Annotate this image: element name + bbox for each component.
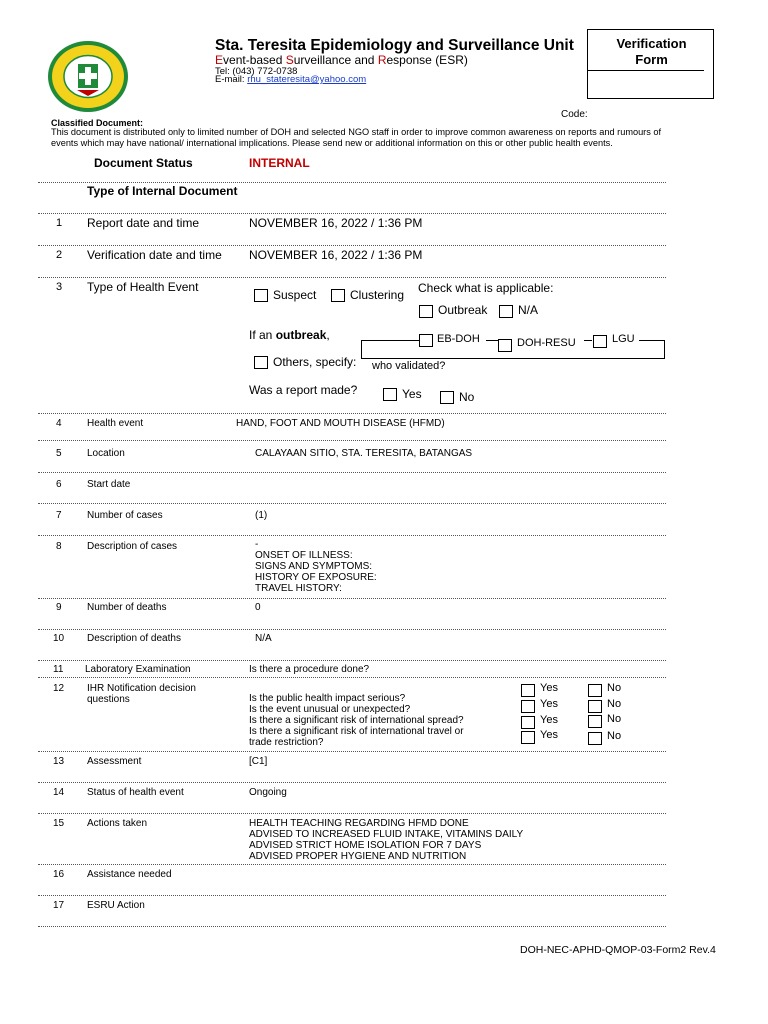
ihr-q3-yes-label: Yes [540,714,558,726]
number-of-deaths-value: 0 [255,602,261,613]
row-6-label: Start date [87,479,131,490]
row-4-number: 4 [56,418,62,429]
row-4-label: Health event [87,418,144,429]
location-value: CALAYAAN SITIO, STA. TERESITA, BATANGAS [255,448,473,459]
row-8-number: 8 [56,541,62,552]
row-2-number: 2 [56,249,63,261]
divider [38,926,666,927]
ihr-q1-no-checkbox[interactable] [588,684,602,697]
ihr-q2-yes-label: Yes [540,698,558,710]
row-15-label: Actions taken [87,818,148,829]
divider [38,782,666,783]
divider [38,440,666,441]
signs-and-symptoms: SIGNS AND SYMPTOMS: [255,561,373,572]
ihr-q3-yes-checkbox[interactable] [521,716,535,729]
others-checkbox[interactable] [254,356,268,369]
row-14-number: 14 [53,787,65,798]
ihr-question-4-line-2: trade restriction? [249,737,324,748]
ihr-q4-no-label: No [607,730,622,742]
if-outbreak-label: If an outbreak, [249,328,330,342]
row-10-label: Description of deaths [87,633,181,644]
row-11-label: Laboratory Examination [85,664,191,675]
divider [38,660,666,661]
action-4: ADVISED PROPER HYGIENE AND NUTRITION [249,851,467,862]
status-health-event-value: Ongoing [249,787,287,798]
divider [38,629,666,630]
divider [38,277,666,278]
ihr-q4-yes-label: Yes [540,729,558,741]
row-9-label: Number of deaths [87,602,167,613]
document-status-value: INTERNAL [249,156,310,170]
lgu-checkbox[interactable] [593,335,607,348]
ihr-q3-no-checkbox[interactable] [588,715,602,728]
row-12-number: 12 [53,683,65,694]
row-7-number: 7 [56,510,62,521]
row-11-number: 11 [53,664,64,675]
row-16-label: Assistance needed [87,869,172,880]
row-15-number: 15 [53,818,65,829]
divider [38,182,666,183]
classified-line-2: events which may have national/ international implications. Please send new or additional information on this or other public health events. [51,138,613,148]
doh-resu-label: DOH-RESU [517,337,576,349]
ihr-q3-no-label: No [607,713,622,725]
row-5-label: Location [87,448,125,459]
divider [38,245,666,246]
who-validated-label: who validated? [372,360,446,372]
row-8-label: Description of cases [87,541,178,552]
row-12-label-line-2: questions [87,694,130,705]
outbreak-checkbox[interactable] [419,305,433,318]
clustering-checkbox[interactable] [331,289,345,302]
ihr-q1-yes-checkbox[interactable] [521,684,535,697]
email-link[interactable]: rhu_stateresita@yahoo.com [247,74,367,85]
verification-form-box [587,29,714,99]
classified-heading: Classified Document: [51,118,144,128]
row-3-label: Type of Health Event [87,280,199,294]
suspect-checkbox[interactable] [254,289,268,302]
procedure-question: Is there a procedure done? [249,664,370,675]
form-code-footer: DOH-NEC-APHD-QMOP-03-Form2 Rev.4 [520,944,716,956]
row-6-number: 6 [56,479,62,490]
esr-subtitle: Event-based Surveillance and Response (ESR) [215,53,468,67]
description-dash: - [255,539,259,550]
health-event-value: HAND, FOOT AND MOUTH DISEASE (HFMD) [236,418,445,429]
doh-seal-logo [47,40,129,113]
number-of-cases-value: (1) [255,510,268,521]
suspect-label: Suspect [273,288,317,302]
document-status-label: Document Status [94,156,193,170]
divider [38,864,666,865]
validator-line [584,340,592,341]
verification-title: Verification [616,36,687,51]
action-1: HEALTH TEACHING REGARDING HFMD DONE [249,818,469,829]
na-label: N/A [518,303,539,317]
validator-line [361,340,419,341]
verification-divider [588,70,704,71]
type-internal-heading: Type of Internal Document [87,184,238,198]
divider [38,677,666,678]
history-of-exposure: HISTORY OF EXPOSURE: [255,572,377,583]
validator-line [639,340,665,341]
ihr-question-1: Is the public health impact serious? [249,693,406,704]
assessment-value: [C1] [249,756,268,767]
row-14-label: Status of health event [87,787,184,798]
telephone: Tel: (043) 772-0738 [215,66,298,77]
row-1-label: Report date and time [87,216,200,230]
outbreak-label: Outbreak [438,303,488,317]
classified-line-1: This document is distributed only to limited number of DOH and selected NGO staff in order to improve common awareness on reports and rumours of [51,127,662,137]
report-yes-checkbox[interactable] [383,388,397,401]
check-applicable-label: Check what is applicable: [418,281,554,295]
row-9-number: 9 [56,602,62,613]
report-yes-label: Yes [402,387,422,401]
row-1-number: 1 [56,217,63,229]
row-17-label: ESRU Action [87,900,145,911]
ihr-q4-yes-checkbox[interactable] [521,731,535,744]
divider [38,213,666,214]
row-13-number: 13 [53,756,65,767]
ihr-question-4-line-1: Is there a significant risk of international travel or [249,726,464,737]
divider [38,413,666,414]
row-16-number: 16 [53,869,65,880]
description-of-deaths-value: N/A [255,633,272,644]
row-12-label-line-1: IHR Notification decision [87,683,196,694]
action-3: ADVISED STRICT HOME ISOLATION FOR 7 DAYS [249,840,482,851]
divider [38,895,666,896]
divider [38,503,666,504]
eb-doh-checkbox[interactable] [419,334,433,347]
ihr-q2-no-label: No [607,698,622,710]
na-checkbox[interactable] [499,305,513,318]
ihr-q2-yes-checkbox[interactable] [521,700,535,713]
row-10-number: 10 [53,633,65,644]
divider [38,535,666,536]
divider [38,472,666,473]
divider [38,598,666,599]
row-3-number: 3 [56,281,63,293]
report-no-label: No [459,390,475,404]
row-5-number: 5 [56,448,62,459]
ihr-q1-yes-label: Yes [540,682,558,694]
ihr-question-2: Is the event unusual or unexpected? [249,704,411,715]
report-datetime-value: NOVEMBER 16, 2022 / 1:36 PM [249,216,423,230]
ihr-q2-no-checkbox[interactable] [588,700,602,713]
verification-datetime-value: NOVEMBER 16, 2022 / 1:36 PM [249,248,423,262]
ihr-q1-no-label: No [607,682,622,694]
onset-of-illness: ONSET OF ILLNESS: [255,550,353,561]
travel-history: TRAVEL HISTORY: [255,583,342,594]
email-line: E-mail: rhu_stateresita@yahoo.com [215,74,367,85]
lgu-label: LGU [612,333,635,345]
row-7-label: Number of cases [87,510,163,521]
code-label: Code: [561,109,588,120]
row-2-label: Verification date and time [87,248,222,262]
row-17-number: 17 [53,900,65,911]
row-13-label: Assessment [87,756,142,767]
report-no-checkbox[interactable] [440,391,454,404]
eb-doh-label: EB-DOH [437,333,480,345]
divider [38,813,666,814]
report-made-label: Was a report made? [249,383,358,397]
others-specify-label: Others, specify: [273,355,357,369]
ihr-q4-no-checkbox[interactable] [588,732,602,745]
form-title: Form [635,52,668,67]
validator-line [486,340,498,341]
clustering-label: Clustering [350,288,405,302]
unit-title: Sta. Teresita Epidemiology and Surveillance Unit [215,37,574,54]
doh-resu-checkbox[interactable] [498,339,512,352]
ihr-question-3: Is there a significant risk of international spread? [249,715,464,726]
divider [38,751,666,752]
action-2: ADVISED TO INCREASED FLUID INTAKE, VITAMINS DAILY [249,829,524,840]
